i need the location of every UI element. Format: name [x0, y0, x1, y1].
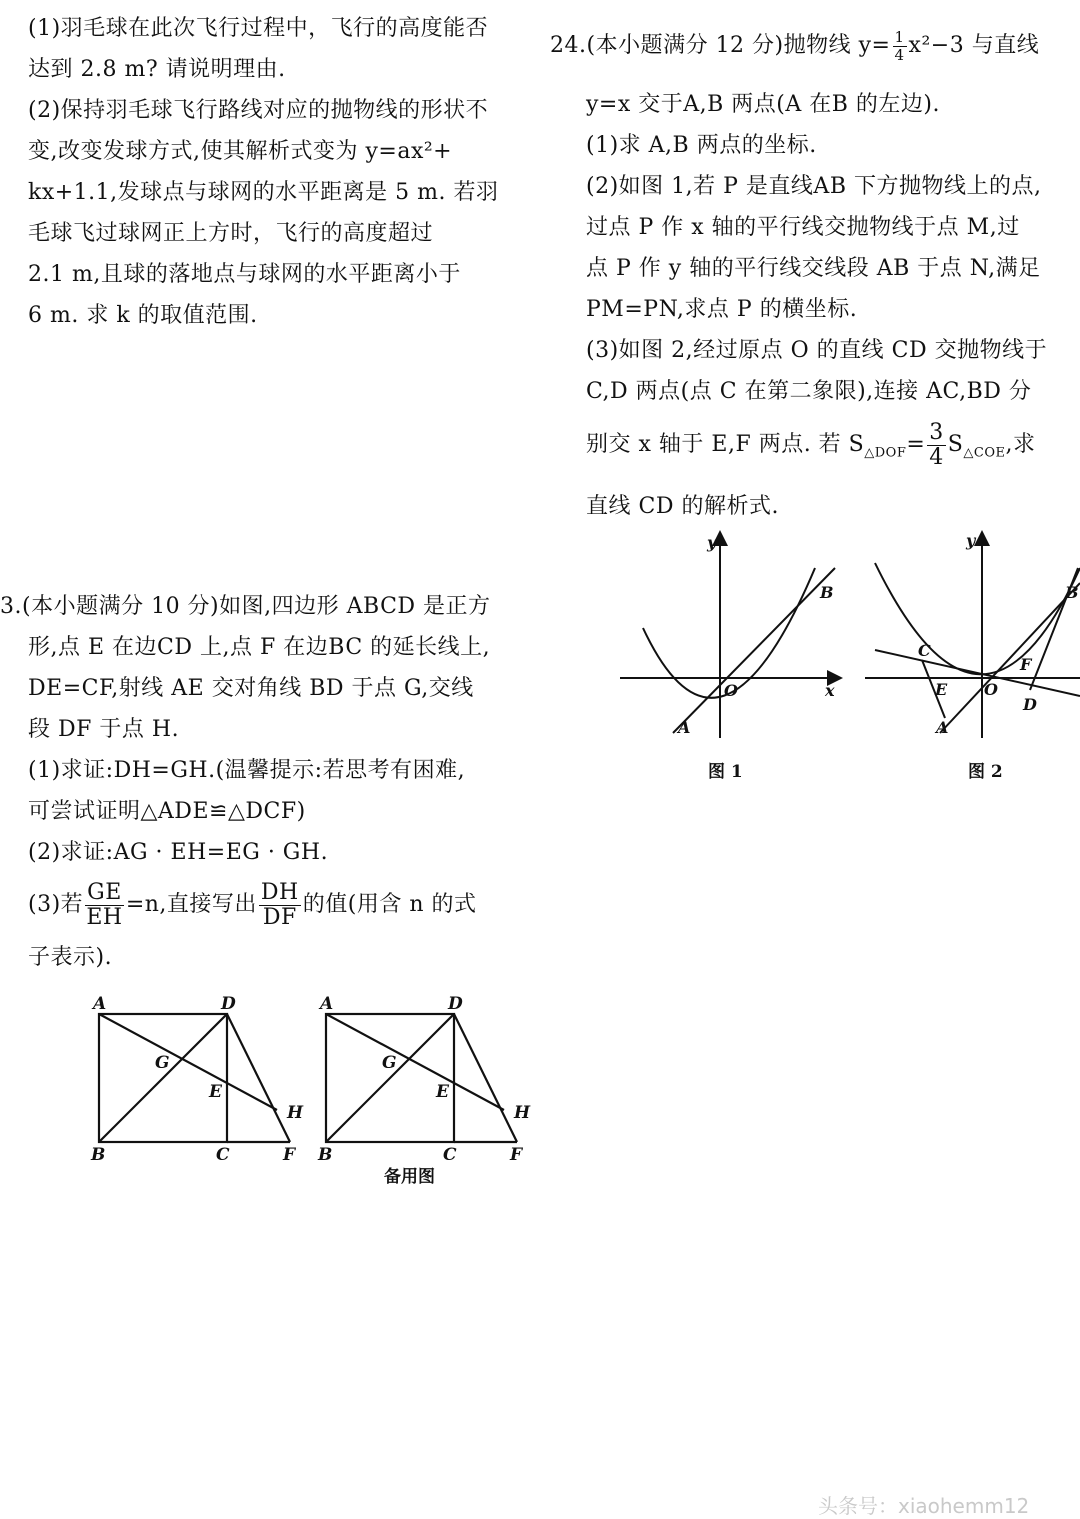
fraction-num: 1: [894, 27, 905, 46]
fraction-den: 4: [894, 45, 905, 64]
q23-square-figure: [85, 990, 310, 1165]
q23-line7: (2)求证:AG · EH=EG · GH.: [28, 840, 329, 865]
segment-df: [227, 1014, 290, 1142]
q24-line9-pre: 别交 x 轴于 E,F 两点. 若 S: [586, 432, 865, 457]
q24-line9-post: ,求: [1005, 432, 1036, 457]
label-y: y: [966, 531, 976, 550]
figure-2-caption: 图 2: [968, 762, 1003, 782]
fraction-ge-eh: [85, 879, 124, 930]
q23-spare-figure: [312, 990, 537, 1165]
q23-line6: 可尝试证明△ADE≌△DCF): [28, 799, 306, 824]
q24-header-post: x²−3 与直线: [908, 33, 1040, 58]
area-s: S: [947, 432, 964, 457]
label-e: E: [935, 680, 948, 699]
q22-part2-line3: kx+1.1,发球点与球网的水平距离是 5 m. 若羽: [28, 180, 499, 205]
q23-line5: (1)求证:DH=GH.(温馨提示:若思考有困难,: [28, 758, 466, 783]
q23-line2: 形,点 E 在边CD 上,点 F 在边BC 的延长线上,: [28, 635, 491, 660]
label-a: A: [93, 994, 107, 1014]
fraction-dh-df: [259, 879, 301, 930]
q22-part1-line1: (1)羽毛球在此次飞行过程中，飞行的高度能否: [28, 16, 489, 41]
q24-line6: PM=PN,求点 P 的横坐标.: [586, 297, 858, 322]
q23-block: [0, 586, 530, 978]
line-cd: [875, 650, 1080, 696]
figure-1-caption: 图 1: [708, 762, 743, 782]
label-b: B: [318, 1145, 333, 1165]
q24-line4: 过点 P 作 x 轴的平行线交抛物线于点 M,过: [586, 215, 1020, 240]
fraction-one-quarter: [893, 27, 907, 64]
label-b: B: [1065, 583, 1079, 602]
q22-part2-line1: (2)保持羽毛球飞行路线对应的抛物线的形状不: [28, 98, 489, 123]
label-d: D: [1023, 695, 1037, 714]
label-e: E: [209, 1082, 222, 1102]
q24-line10: 直线 CD 的解析式.: [586, 494, 779, 520]
q23-line8-pre: (3)若: [28, 892, 84, 917]
q24-body: [586, 84, 1080, 527]
q24-line8: C,D 两点(点 C 在第二象限),连接 AC,BD 分: [586, 379, 1032, 404]
label-b: B: [820, 583, 834, 602]
spare-figure-caption: 备用图: [384, 1167, 435, 1187]
fraction-den: 4: [929, 444, 944, 470]
label-c: C: [216, 1145, 230, 1165]
subscript-dof: △DOF: [864, 445, 907, 461]
q22-part2-line6: 6 m. 求 k 的取值范围.: [28, 303, 258, 328]
label-o: O: [724, 681, 738, 700]
q24-line3: (2)如图 1,若 P 是直线AB 下方抛物线上的点,: [586, 174, 1042, 199]
label-h: H: [287, 1103, 304, 1123]
q24-line7: (3)如图 2,经过原点 O 的直线 CD 交抛物线于: [586, 338, 1048, 363]
subscript-coe: △COE: [963, 445, 1006, 461]
label-f: F: [1020, 655, 1032, 674]
fraction-num: DH: [260, 879, 299, 905]
label-h: H: [514, 1103, 531, 1123]
label-y: y: [707, 533, 717, 552]
q23-line4: 段 DF 于点 H.: [28, 717, 180, 742]
q24-figure-1: [615, 528, 850, 748]
q24-header-pre: 24.(本小题满分 12 分)抛物线 y=: [550, 33, 891, 58]
q24-figure-2: [860, 528, 1080, 748]
q23-line1: 3.(本小题满分 10 分)如图,四边形 ABCD 是正方: [0, 594, 491, 619]
q24-line5: 点 P 作 y 轴的平行线交线段 AB 于点 N,满足: [586, 256, 1041, 281]
q22-part1-line2: 达到 2.8 m? 请说明理由.: [28, 57, 286, 82]
q24-line9: [586, 412, 1080, 486]
segment-df: [454, 1014, 517, 1142]
q22-continuation: [28, 8, 528, 336]
label-f: F: [510, 1145, 523, 1165]
fraction-num: GE: [87, 879, 122, 905]
equals-sign: =: [906, 432, 926, 457]
diagonal-bd: [326, 1014, 454, 1142]
fraction-den: DF: [262, 904, 297, 930]
q23-line8-mid: =n,直接写出: [125, 892, 257, 917]
fraction-den: EH: [86, 904, 123, 930]
fraction-num: 3: [929, 419, 944, 445]
label-b: B: [91, 1145, 106, 1165]
q23-line8: [0, 873, 530, 937]
line-ab: [673, 568, 835, 733]
q24-line2: (1)求 A,B 两点的坐标.: [586, 133, 817, 158]
q24-header: [550, 22, 1080, 70]
label-c: C: [443, 1145, 457, 1165]
label-c: C: [918, 641, 931, 660]
fraction-three-quarters: [927, 419, 946, 470]
label-g: G: [382, 1053, 397, 1073]
q23-line8-post: 的值(用含 n 的式: [302, 892, 477, 917]
diagonal-bd: [99, 1014, 227, 1142]
q24-line1: y=x 交于A,B 两点(A 在B 的左边).: [586, 92, 941, 117]
watermark: 头条号：xiaohemm12: [818, 1494, 1030, 1518]
label-a: A: [320, 994, 334, 1014]
label-a: A: [678, 718, 691, 737]
label-x: x: [825, 681, 835, 700]
label-a: A: [936, 718, 949, 737]
line-ab: [940, 583, 1080, 733]
label-f: F: [283, 1145, 296, 1165]
q23-line3: DE=CF,射线 AE 交对角线 BD 于点 G,交线: [28, 676, 474, 701]
q22-part2-line5: 2.1 m,且球的落地点与球网的水平距离小于: [28, 262, 461, 287]
q23-line9: 子表示).: [28, 945, 113, 970]
label-d: D: [221, 994, 236, 1014]
label-e: E: [436, 1082, 449, 1102]
label-o: O: [984, 680, 998, 699]
label-g: G: [155, 1053, 170, 1073]
label-d: D: [448, 994, 463, 1014]
q22-part2-line2: 变,改变发球方式,使其解析式变为 y=ax²+: [28, 139, 453, 164]
q22-part2-line4: 毛球飞过球网正上方时，飞行的高度超过: [28, 221, 434, 246]
